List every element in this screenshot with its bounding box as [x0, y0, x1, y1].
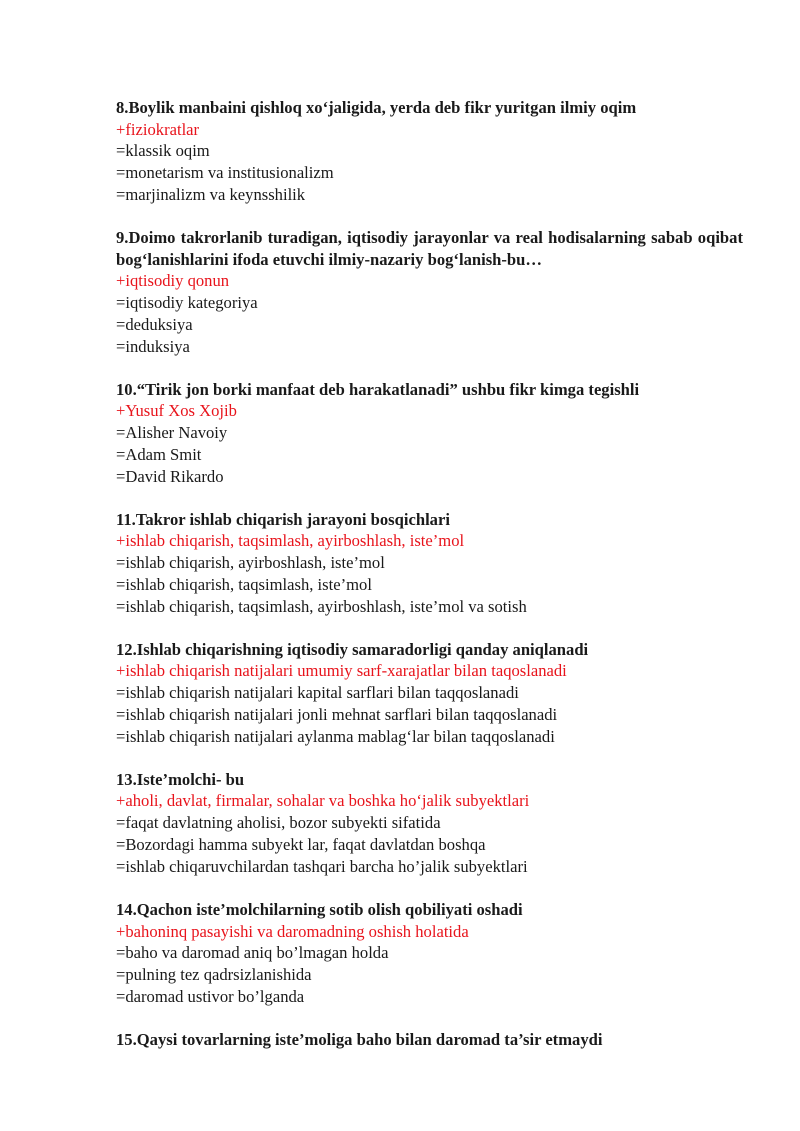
answer-option: =faqat davlatning aholisi, bozor subyekti sifatida	[116, 813, 441, 833]
correct-answer: +aholi, davlat, firmalar, sohalar va boshka ho‘jalik subyektlari	[116, 791, 530, 811]
answer-option: =pulning tez qadrsizlanishida	[116, 964, 312, 984]
correct-answer: +ishlab chiqarish natijalari umumiy sarf-xarajatlar bilan taqoslanadi	[116, 661, 567, 681]
question-13	[116, 769, 743, 878]
answer-option: =daromad ustivor bo’lganda	[116, 986, 305, 1006]
question-15	[116, 1029, 743, 1051]
question-title: 8.Boylik manbaini qishloq xo‘jaligida, yerda deb fikr yuritgan ilmiy oqim	[116, 98, 637, 117]
question-8	[116, 97, 743, 206]
answer-option: =ishlab chiqarish, taqsimlash, iste’mol	[116, 574, 372, 594]
answer-option: =iqtisodiy kategoriya	[116, 293, 258, 313]
question-title: 11.Takror ishlab chiqarish jarayoni bosqichlari	[116, 509, 450, 529]
correct-answer: +fiziokratlar	[116, 119, 200, 139]
answer-option: =Bozordagi hamma subyekt lar, faqat davlatdan boshqa	[116, 834, 486, 854]
question-11	[116, 509, 743, 618]
answer-option: =ishlab chiqarish natijalari kapital sarflari bilan taqqoslanadi	[116, 683, 519, 703]
question-title: 9.Doimo takrorlanib turadigan, iqtisodiy jarayonlar va real hodisalarning sabab oqibat bog‘lanishlarini ifoda etuvchi ilmiy-nazariy bog‘lanish-bu…	[116, 228, 743, 269]
answer-option: =David Rikardo	[116, 466, 224, 486]
correct-answer: +ishlab chiqarish, taqsimlash, ayirboshlash, iste’mol	[116, 531, 465, 551]
answer-option: =ishlab chiqarish natijalari jonli mehnat sarflari bilan taqqoslanadi	[116, 704, 558, 724]
answer-option: =ishlab chiqarish natijalari aylanma mablag‘lar bilan taqqoslanadi	[116, 726, 555, 746]
question-14	[116, 899, 743, 1008]
document-page	[116, 97, 743, 1072]
question-title: 10.“Tirik jon borki manfaat deb harakatlanadi” ushbu fikr kimga tegishli	[116, 379, 640, 399]
answer-option: =deduksiya	[116, 314, 193, 334]
question-title: 14.Qachon iste’molchilarning sotib olish qobiliyati oshadi	[116, 899, 523, 919]
answer-option: =baho va daromad aniq bo’lmagan holda	[116, 943, 389, 963]
question-title: 13.Iste’molchi- bu	[116, 769, 245, 789]
question-title: 15.Qaysi tovarlarning iste’moliga baho bilan daromad ta’sir etmaydi	[116, 1029, 603, 1049]
correct-answer: +bahoninq pasayishi va daromadning oshish holatida	[116, 921, 469, 941]
answer-option: =marjinalizm va keynsshilik	[116, 184, 306, 204]
correct-answer: +iqtisodiy qonun	[116, 271, 230, 291]
question-9	[116, 227, 743, 357]
answer-option: =ishlab chiqarish, ayirboshlash, iste’mol	[116, 553, 385, 573]
answer-option: =Alisher Navoiy	[116, 423, 228, 443]
question-10	[116, 379, 743, 488]
answer-option: =monetarism va institusionalizm	[116, 163, 334, 183]
question-12	[116, 639, 743, 748]
answer-option: =Adam Smit	[116, 444, 202, 464]
answer-option: =ishlab chiqaruvchilardan tashqari barcha ho’jalik subyektlari	[116, 856, 528, 876]
answer-option: =induksiya	[116, 336, 190, 356]
answer-option: =ishlab chiqarish, taqsimlash, ayirboshlash, iste’mol va sotish	[116, 596, 527, 616]
question-title: 12.Ishlab chiqarishning iqtisodiy samaradorligi qanday aniqlanadi	[116, 639, 589, 659]
answer-option: =klassik oqim	[116, 141, 210, 161]
correct-answer: +Yusuf Xos Xojib	[116, 401, 237, 421]
